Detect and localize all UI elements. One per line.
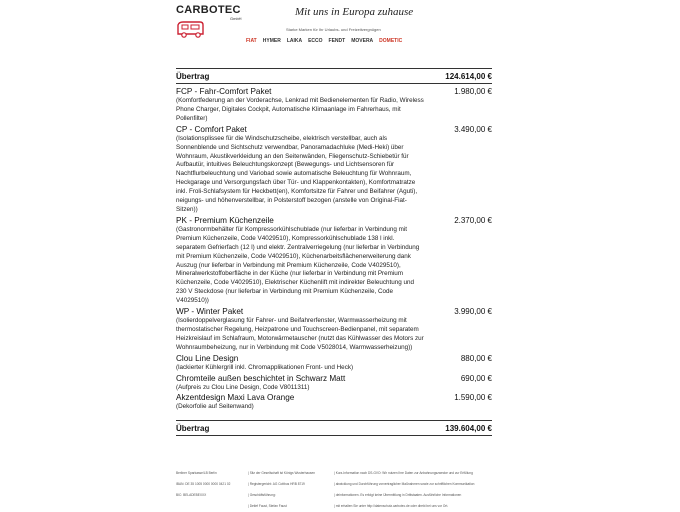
option-description: (Komfortfederung an der Vorderachse, Lenkrad mit Bedienelementen für Radio, Wireless Phone Charger, Digitales Cockpit, Automatische Klimaanlage im Fahrerhaus, mit Pollenfilter) [176,97,424,122]
carryover-label: Übertrag [176,72,210,81]
slogan: Mit uns in Europa zuhause [295,6,414,18]
footer-line: | Geschäftsführung: [248,493,276,497]
option-title: PK - Premium Küchenzeile [176,215,274,225]
footer-line: | Detlef Faust, Stefan Faust [248,504,287,508]
option-price: 1.590,00 € [454,393,492,403]
option-title: FCP - Fahr-Comfort Paket [176,87,272,96]
option-description: (Isolierdoppelverglasung für Fahrer- und Beifahrerfenster, Warmwasserheizung mit thermostatischer Regelung, Heizpatrone und Touchscreen-Bedienpanel, mit separatem Heizkreislauf im Schlafraum, Motorwärmetauscher (nutzt das Kühlwasser des Motors zur Wohnraumbeheizung, nur in Verbindung mit Code V5028014, Warmwasserheizung)) [176,317,424,351]
brand-logo: HYMER [262,38,281,44]
footer-line: | deinformationen. Es erfolgt keine Übermittlung in Drittstaaten. Ausführliche Informationen [334,493,462,497]
carryover-bottom-row [176,424,492,434]
option-price: 690,00 € [460,373,492,383]
option-item [176,86,492,124]
footer-line: | mit erhalten Sie unter http://datenschutz.carbotec.de oder direkt bei uns vor Ort. [334,504,449,508]
option-item [176,215,492,306]
company-logo [176,4,246,44]
option-price: 880,00 € [460,353,492,363]
brand-logo: ECCO [308,38,323,44]
option-title: Akzentdesign Maxi Lava Orange [176,393,295,403]
brand-logo-strip [246,36,402,46]
option-price: 3.490,00 € [454,124,492,134]
brand-subline: Starke Marken für Ihr Urlaubs- und Freizeitvergnügen [286,27,381,32]
option-item [176,306,492,353]
option-price: 3.990,00 € [454,307,492,317]
brand-logo: DOMETIC [379,38,403,44]
brand-logo: FENDT [328,38,346,44]
footer-line: | abwicklung und Durchführung vorvertraglicher Maßnahmen sowie zur schriftlichen Kommunikation [334,482,475,486]
carryover-top-row [176,72,492,82]
option-description: (Dekorfolie auf Seitenwand) [176,403,254,411]
option-price: 2.370,00 € [454,215,492,225]
option-item [176,353,492,373]
carryover-amount: 139.604,00 € [445,424,492,433]
divider [176,83,492,84]
option-description: (Aufpreis zu Clou Line Design, Code V8011311) [176,383,310,391]
divider [176,435,492,436]
brand-logo: FIAT [246,38,257,44]
logo-suffix: GmbH [230,16,242,21]
brand-logo: LAIKA [286,38,303,44]
carryover-amount: 124.614,00 € [445,72,492,81]
option-title: WP - Winter Paket [176,307,244,317]
motorhome-logo-icon [176,20,206,38]
option-price: 1.980,00 € [454,87,492,96]
footer-line: | Kurz-Information nach DS-GVO: Wir nutzen Ihre Daten zur Anbahnungszwecke und zur Erfüllung [334,471,473,475]
footer-line: IBAN: DE 35 1005 0000 0000 0421 02 [176,482,231,486]
brand-logo: MOVERA [351,38,374,44]
option-list [176,86,492,412]
logo-wordmark: CARBOTEC [176,4,241,16]
option-title: Clou Line Design [176,353,239,363]
footer-line: | Registergericht: AG Cottbus HRB 8719 [248,482,305,486]
option-title: Chromteile außen beschichtet in Schwarz Matt [176,373,346,383]
option-description: (lackierter Kühlergrill inkl. Chromapplikationen Front- und Heck) [176,363,354,371]
footer-line: BIC: BELADEBEXXX [176,493,207,497]
option-item [176,124,492,215]
option-description: (Gastronormbehälter für Kompressorkühlschublade (nur lieferbar in Verbindung mit Premium Küchenzeile, Code V4029510), Kompressorkühlschublade 138 l inkl. separatem Gefrierfach (12 l) und elektr. Zentralverriegelung (nur lieferbar in Verbindung mit Premium Küchenzeile, Code V4029510), Küchenarbeitsflächenerweiterung dank Auszug (nur lieferbar in Verbindung mit Premium Küchenzeile, Code V4029510), Mineralwerkstoffoberfläche in der Küche (nur lieferbar in Verbindung mit Premium Küchenzeile, Code V4029510), Elektrischer Küchenlift mit indirekter Beleuchtung und 230 V Steckdose (nur lieferbar in Verbindung mit Premium Küchenzeile, Code V4029510)) [176,225,420,305]
footer-line: | Sitz der Gesellschaft ist Königs Wusterhausen [248,471,316,475]
divider [176,420,492,421]
divider [176,68,492,69]
option-description: (Isolationsplissee für die Windschutzscheibe, elektrisch verstellbar, auch als Sonnenblende und Sichtschutz verwendbar, Panoramadachluke (Medi-Heki) über Wohnraum, Akustikverkleidung an den Seitenwänden, Fliegenschutz-Schiebetür für Aufbautür, intuitives Beleuchtungskonzept (Bewegungs- und Lichtsensoren für Nachtflurbeleuchtung und Variobad sowie automatische Beleuchtung für Wohnraum, Heckgarage und Versorgungsfach über Tür- und Klappenkontakten), Komfortmatratze inkl. Froli-Schlafsystem für Heckbett(en), Komfortsitze für Fahrer und Beifahrer (Aguti), neigungs- und höhenverstellbar, in Polsterstoff bezogen (anstelle von Original-Fiat-Sitzen)) [176,134,418,213]
carryover-label: Übertrag [176,424,210,433]
option-title: CP - Comfort Paket [176,124,247,134]
footer-privacy-column [334,468,474,512]
option-item [176,392,492,412]
option-item [176,373,492,393]
footer-line: Berliner Sparkasse/LB Berlin [176,471,217,475]
footer-bank-column [176,468,230,501]
footer-company-column [248,468,315,512]
